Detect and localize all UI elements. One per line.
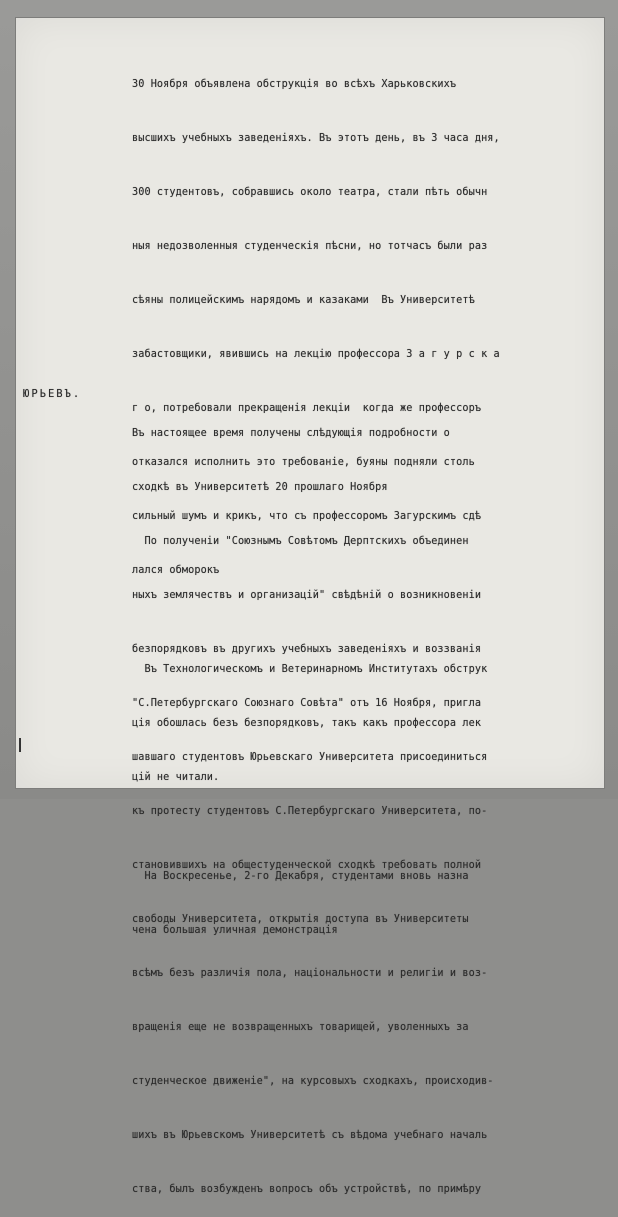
text-line: свободы Университета, открытія доступа въ Университеты (132, 914, 469, 925)
text-line: 30 Ноября объявлена обструкція во всѣхъ Харьковскихъ (132, 79, 457, 90)
text-line: шавшаго студентовъ Юрьевскаго Университета присоединиться (132, 752, 488, 763)
text-line: студенческое движеніе", на курсовыхъ сходкахъ, происходив- (132, 1076, 494, 1087)
text-line: шихъ въ Юрьевскомъ Университетѣ съ вѣдома учебнаго началь (132, 1130, 488, 1141)
text-line: отказался исполнить это требованіе, буяны подняли столь (132, 457, 475, 468)
text-line: По полученіи "Союзнымъ Совѣтомъ Дерптскихъ объединен (132, 536, 469, 547)
text-line: безпорядковъ въ другихъ учебныхъ заведеніяхъ и воззванія (132, 644, 482, 655)
text-line: ція обошлась безъ безпорядковъ, такъ какъ профессора лек (132, 718, 482, 729)
text-line: сѣяны полицейскимъ нарядомъ и казаками Въ Университетѣ (132, 295, 475, 306)
text-line: чена большая уличная демонстрація (132, 925, 338, 936)
text-line: сходкѣ въ Университетѣ 20 прошлаго Ноября (132, 482, 388, 493)
text-line: г о, потребовали прекращенія лекціи когда же профессоръ (132, 403, 482, 414)
text-line: забастовщики, явившись на лекцію профессора З а г у р с к а (132, 349, 500, 360)
text-line: ныхъ землячествъ и организацій" свѣдѣній о возникновеніи (132, 590, 482, 601)
yuryev-heading: ЮРЬЕВЪ. (23, 388, 82, 400)
text-line: ства, былъ возбужденъ вопросъ объ устройствѣ, по примѣру (132, 1184, 482, 1195)
text-line: "С.Петербургскаго Союзнаго Совѣта" отъ 16 Ноября, пригла (132, 698, 482, 709)
text-line: На Воскресенье, 2-го Декабря, студентами вновь назна (132, 871, 469, 882)
text-line: лался обморокъ (132, 565, 220, 576)
text-line: Въ настоящее время получены слѣдующія подробности о (132, 428, 450, 439)
text-line: 300 студентовъ, собравшись около театра, стали пѣть обычн (132, 187, 488, 198)
margin-mark (19, 738, 21, 752)
text-line: сильный шумъ и крикъ, что съ профессоромъ Загурскимъ сдѣ (132, 511, 482, 522)
text-line: цій не читали. (132, 772, 220, 783)
text-line: всѣмъ безъ различія пола, національности и религіи и воз- (132, 968, 488, 979)
yuryev-report (132, 389, 494, 1217)
text-line: вращенія еще не возвращенныхъ товарищей, уволенныхъ за (132, 1022, 469, 1033)
text-line: высшихъ учебныхъ заведеніяхъ. Въ этотъ день, въ 3 часа дня, (132, 133, 500, 144)
text-line: становившихъ на общестуденческой сходкѣ требовать полной (132, 860, 482, 871)
text-line: Въ Технологическомъ и Ветеринарномъ Институтахъ обструк (132, 664, 488, 675)
text-line: ныя недозволенныя студенческія пѣсни, но тотчасъ были раз (132, 241, 488, 252)
text-line: къ протесту студентовъ С.Петербургскаго Университета, по- (132, 806, 488, 817)
